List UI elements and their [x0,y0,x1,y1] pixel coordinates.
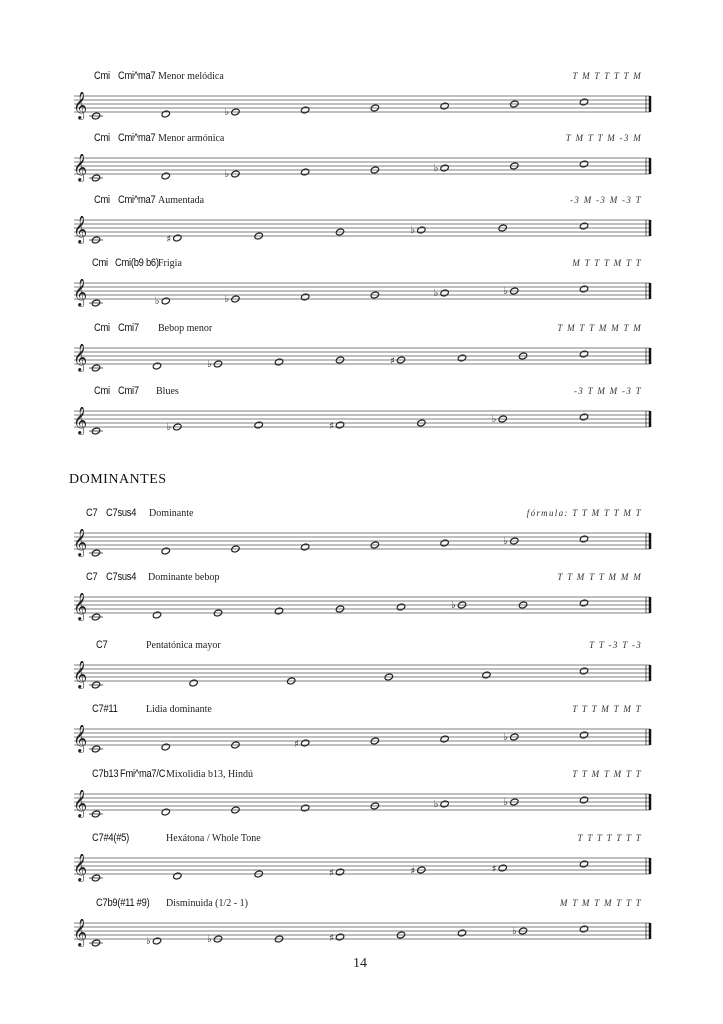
svg-text:𝄞: 𝄞 [73,154,88,181]
scale-system-menor-armonica [70,132,656,194]
music-staff [70,154,654,184]
chord-symbol: Cmi^ma7 [118,70,156,82]
svg-text:♭: ♭ [224,294,230,305]
svg-text:♯: ♯ [166,234,172,245]
chord-symbol: Cmi [92,257,108,269]
svg-text:𝄞: 𝄞 [73,216,88,243]
music-staff [70,854,654,884]
scale-formula: M T M T M T T T [559,898,642,908]
scale-formula: M T T T M T T [572,258,642,268]
chord-symbol: C7#4(#5) [92,832,129,844]
chord-symbol: C7sus4 [106,507,137,519]
chord-symbol: Cmi [94,194,110,206]
chord-symbol: Cmi [94,132,110,144]
scale-formula: T M T T T T M [572,71,642,81]
scale-system-menor-melodica [70,70,656,132]
chord-symbol: Cmi^ma7 [118,194,156,206]
svg-text:♭: ♭ [207,934,212,945]
scale-system-mixolidia-b13 [70,768,656,830]
music-staff [70,919,654,949]
svg-text:♭: ♭ [410,225,416,236]
svg-text:♯: ♯ [294,739,299,750]
svg-text:♯: ♯ [410,866,416,877]
chord-symbol: C7 [86,571,98,583]
scale-system-blues [70,385,656,447]
scale-name: Disminuida (1/2 - 1) [166,898,248,909]
scale-formula: T T M T T M M M [557,572,642,582]
chord-symbol: Cmi^ma7 [118,132,156,144]
scale-system-bebop-menor [70,322,656,384]
scale-system-frigia [70,257,656,319]
scale-formula: T T -3 T -3 [589,640,642,650]
scale-system-pentatonica-mayor [70,639,656,701]
chord-symbol: C7b13 [92,768,119,780]
scale-name: Mixolidia b13, Hindú [166,769,253,780]
scale-system-disminuida [70,897,656,959]
svg-text:𝄞: 𝄞 [73,854,88,881]
chord-symbol: Cmi [94,385,110,397]
svg-text:♯: ♯ [329,421,334,432]
scale-formula: -3 M -3 M -3 T [570,195,642,205]
svg-text:𝄞: 𝄞 [73,92,88,119]
chord-symbol: Cmi [94,70,110,82]
chord-symbol: C7sus4 [106,571,137,583]
svg-text:♯: ♯ [491,864,497,875]
svg-text:♭: ♭ [503,286,509,297]
svg-text:♯: ♯ [329,933,334,944]
music-staff [70,279,654,309]
chord-symbol: C7b9(#11 #9) [96,897,150,909]
chord-symbol: C7#11 [92,703,118,715]
chord-symbol: C7 [96,639,108,651]
svg-text:𝄞: 𝄞 [73,529,88,556]
chord-symbol: Cmi(b9 b6) [115,257,159,269]
scale-name: Bebop menor [158,323,213,334]
chord-symbol: Cmi7 [118,322,139,334]
scale-name: Blues [156,386,179,397]
scale-name: Menor melódica [158,71,224,82]
chord-symbol: Fmi^ma7/C [120,768,166,780]
svg-text:♭: ♭ [433,288,439,299]
svg-text:♭: ♭ [512,926,517,937]
scale-formula: T T M T M T T [572,769,642,779]
music-staff [70,725,654,755]
svg-text:♭: ♭ [433,163,439,174]
scale-name: Aumentada [158,195,205,206]
svg-text:♭: ♭ [224,107,230,118]
music-staff [70,92,654,122]
scale-system-dominante [70,507,656,569]
svg-text:♭: ♭ [224,169,230,180]
svg-text:♭: ♭ [491,414,497,425]
svg-text:♯: ♯ [390,356,395,367]
music-staff [70,661,654,691]
scale-formula: T M T T M -3 M [565,133,642,143]
svg-text:♭: ♭ [154,296,160,307]
scale-name: Lidia dominante [146,704,212,715]
svg-text:♭: ♭ [166,422,172,433]
scale-name: Hexátona / Whole Tone [166,833,261,844]
svg-text:𝄞: 𝄞 [73,661,88,688]
music-staff [70,407,654,437]
music-staff [70,216,654,246]
scale-formula: fórmula: T T M T T M T [526,508,642,518]
svg-text:𝄞: 𝄞 [73,725,88,752]
svg-text:♭: ♭ [451,600,456,611]
svg-text:𝄞: 𝄞 [73,593,88,620]
scale-name: Frigia [158,258,182,269]
svg-text:♭: ♭ [207,359,212,370]
chord-symbol: Cmi [94,322,110,334]
svg-text:𝄞: 𝄞 [73,790,88,817]
svg-text:♭: ♭ [503,797,509,808]
music-staff [70,790,654,820]
svg-text:♭: ♭ [503,732,509,743]
scale-name: Pentatónica mayor [146,640,221,651]
scale-system-aumentada [70,194,656,256]
music-staff [70,593,654,623]
svg-text:♭: ♭ [146,936,151,947]
music-staff [70,344,654,374]
scale-system-dominante-bebop [70,571,656,633]
section-title: DOMINANTES [69,472,167,487]
svg-text:𝄞: 𝄞 [73,279,88,306]
svg-text:𝄞: 𝄞 [73,407,88,434]
chord-symbol: Cmi7 [118,385,139,397]
svg-text:♯: ♯ [329,868,334,879]
page-number: 14 [353,956,367,971]
scale-formula: T T T M T M T [572,704,642,714]
svg-text:𝄞: 𝄞 [73,344,88,371]
scale-name: Dominante [149,508,194,519]
scale-formula: T M T T M M T M [557,323,642,333]
svg-text:♭: ♭ [433,799,439,810]
music-staff [70,529,654,559]
chord-symbol: C7 [86,507,98,519]
scale-formula: -3 T M M -3 T [574,386,642,396]
scale-system-hexatona [70,832,656,894]
scale-name: Dominante bebop [148,572,220,583]
svg-text:♭: ♭ [503,536,509,547]
svg-text:𝄞: 𝄞 [73,919,88,946]
scale-formula: T T T T T T T [577,833,642,843]
scale-name: Menor armónica [158,133,225,144]
scale-system-lidia-dominante [70,703,656,765]
